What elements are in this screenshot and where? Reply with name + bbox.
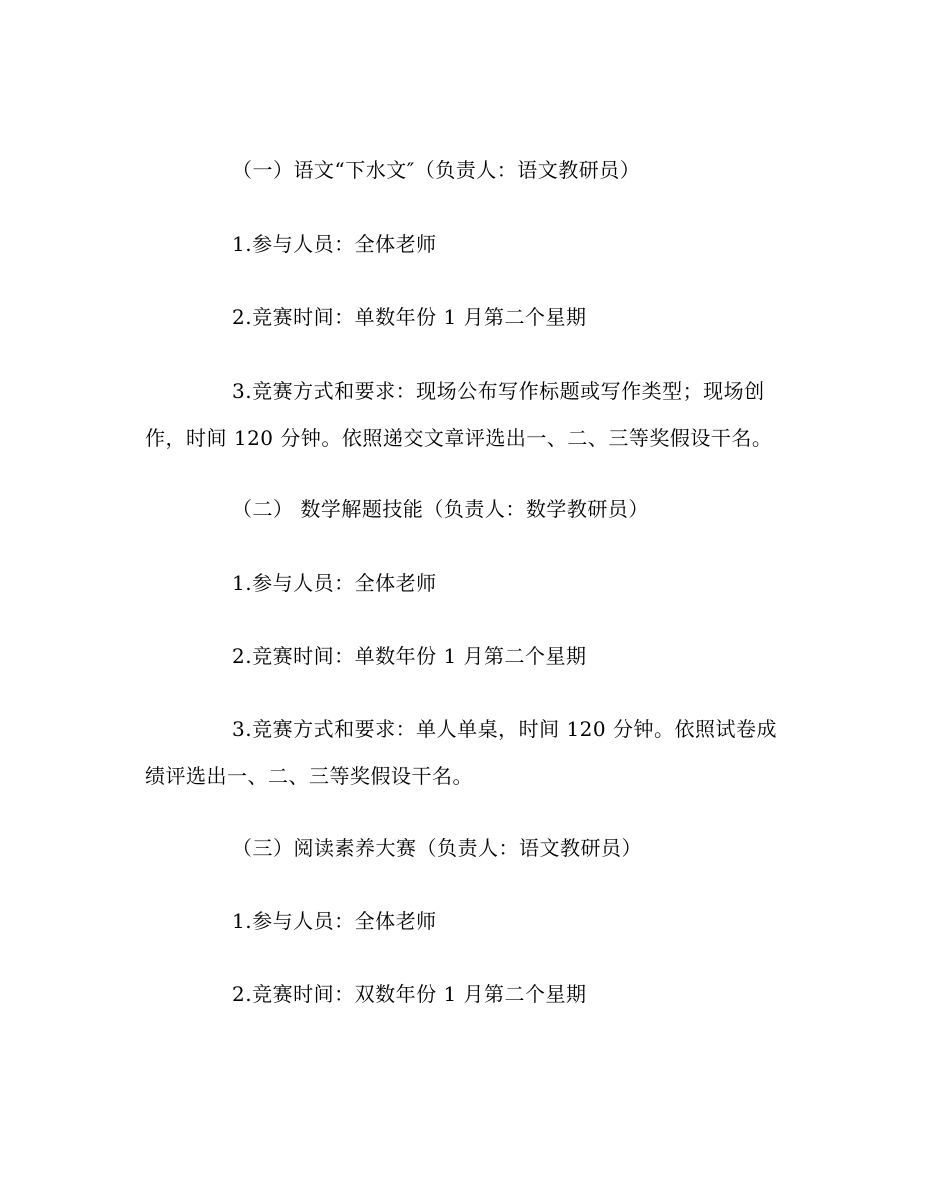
section-heading-3: （三）阅读素养大赛（负责人：语文教研员） (232, 836, 642, 860)
method-requirements-2: 3.竞赛方式和要求：单人单桌，时间 120 分钟。依照试卷成 (232, 717, 777, 741)
competition-time-1: 2.竞赛时间：单数年份 1 月第二个星期 (232, 305, 587, 329)
participants-1: 1.参与人员：全体老师 (232, 232, 437, 256)
method-requirements-1-continued: 作，时间 120 分钟。依照递交文章评选出一、二、三等奖假设干名。 (145, 426, 773, 450)
method-requirements-2-continued: 绩评选出一、二、三等奖假设干名。 (145, 764, 473, 788)
section-heading-1: （一）语文“下水文″（负责人：语文教研员） (232, 158, 641, 182)
competition-time-3: 2.竞赛时间：双数年份 1 月第二个星期 (232, 982, 587, 1006)
method-requirements-1: 3.竞赛方式和要求：现场公布写作标题或写作类型；现场创 (232, 379, 765, 403)
participants-2: 1.参与人员：全体老师 (232, 571, 437, 595)
competition-time-2: 2.竞赛时间：单数年份 1 月第二个星期 (232, 644, 587, 668)
section-heading-2: （二） 数学解题技能（负责人：数学教研员） (232, 497, 649, 521)
participants-3: 1.参与人员：全体老师 (232, 909, 437, 933)
